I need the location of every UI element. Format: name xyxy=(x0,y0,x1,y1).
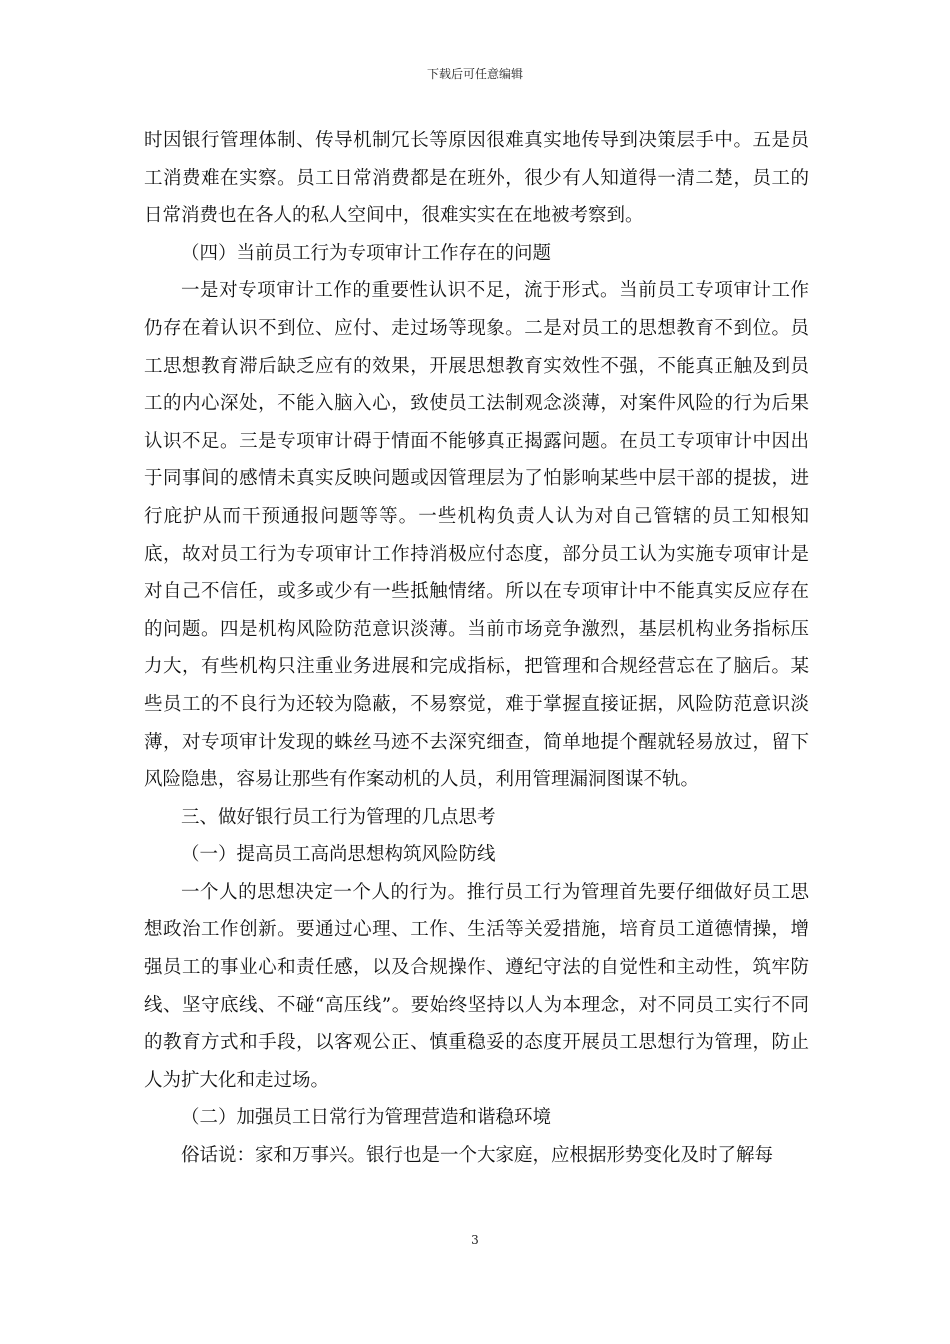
paragraph-audit-problems: 一是对专项审计工作的重要性认识不足，流于形式。当前员工专项审计工作仍存在着认识不到位、应付、走过场等现象。二是对员工的思想教育不到位。员工思想教育滞后缺乏应有的效果，开展思想教育实效性不强，不能真正触及到员工的内心深处，不能入脑入心，致使员工法制观念淡薄，对案件风险的行为后果认识不足。三是专项审计碍于情面不能够真正揭露问题。在员工专项审计中因出于同事间的感情未真实反映问题或因管理层为了怕影响某些中层干部的提拔，进行庇护从而干预通报问题等等。一些机构负责人认为对自己管辖的员工知根知底，故对员工行为专项审计工作持消极应付态度，部分员工认为实施专项审计是对自己不信任，或多或少有一些抵触情绪。所以在专项审计中不能真实反应存在的问题。四是机构风险防范意识淡薄。当前市场竞争激烈，基层机构业务指标压力大，有些机构只注重业务进展和完成指标，把管理和合规经营忘在了脑后。某些员工的不良行为还较为隐蔽，不易察觉，难于掌握直接证据，风险防范意识淡薄，对专项审计发现的蛛丝马迹不去深究细查，简单地提个醒就轻易放过，留下风险隐患，容易让那些有作案动机的人员，利用管理漏洞图谋不轨。 xyxy=(144,280,809,791)
document-body xyxy=(144,122,809,1175)
chapter-heading-3: 三、做好银行员工行为管理的几点思考 xyxy=(181,806,496,828)
paragraph-thought-education: 一个人的思想决定一个人的行为。推行员工行为管理首先要仔细做好员工思想政治工作创新。要通过心理、工作、生活等关爱措施，培育员工道德情操，增强员工的事业心和责任感，以及合规操作、遵纪守法的自觉性和主动性，筑牢防线、坚守底线、不碰“高压线”。要始终坚持以人为本理念，对不同员工实行不同的教育方式和手段，以客观公正、慎重稳妥的态度开展员工思想行为管理，防止人为扩大化和走过场。 xyxy=(144,881,809,1091)
section-heading-4: （四）当前员工行为专项审计工作存在的问题 xyxy=(181,242,552,264)
page-number: 3 xyxy=(471,1233,479,1247)
subsection-heading-2: （二）加强员工日常行为管理营造和谐稳环境 xyxy=(181,1107,552,1129)
paragraph-daily-behavior: 俗话说：家和万事兴。银行也是一个大家庭，应根据形势变化及时了解每 xyxy=(181,1145,774,1167)
subsection-heading-1: （一）提高员工高尚思想构筑风险防线 xyxy=(181,844,496,866)
page-header: 下载后可任意编辑 xyxy=(426,67,523,81)
paragraph-continuation: 时因银行管理体制、传导机制冗长等原因很难真实地传导到决策层手中。五是员工消费难在实察。员工日常消费都是在班外，很少有人知道得一清二楚，员工的日常消费也在各人的私人空间中，很难实实在在地被考察到。 xyxy=(144,130,809,227)
